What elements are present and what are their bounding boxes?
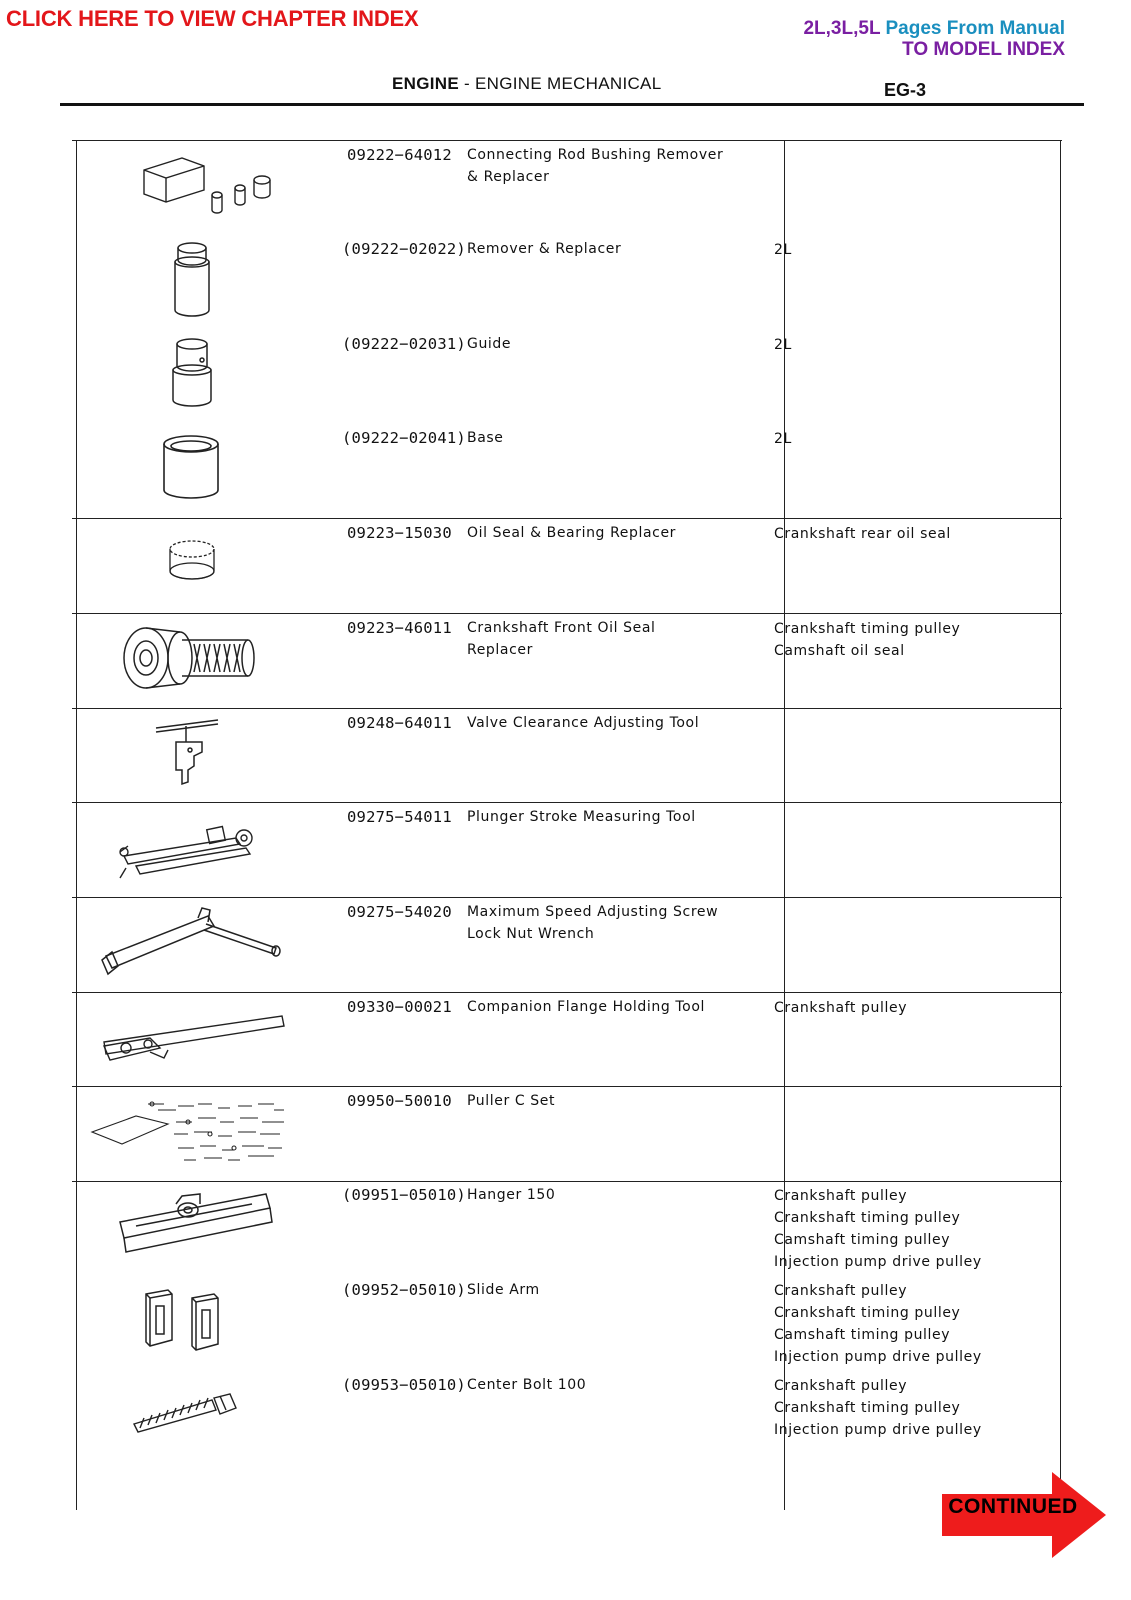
part-name	[467, 238, 621, 260]
table-row-rule	[72, 708, 1062, 709]
part-number: (09222−02022)	[342, 240, 466, 258]
part-note-line: Crankshaft pulley	[774, 1378, 908, 1394]
part-number: 09275−54020	[347, 903, 452, 921]
part-note-line: 2L	[774, 431, 792, 447]
part-note-line: Camshaft oil seal	[774, 643, 905, 659]
part-name	[467, 144, 723, 188]
part-note	[774, 523, 951, 545]
part-note-line: Crankshaft timing pulley	[774, 621, 961, 637]
part-number: 09950−50010	[347, 1092, 452, 1110]
hanger-icon	[116, 1186, 276, 1260]
table-row-rule	[72, 1086, 1062, 1087]
section-title-rest: - ENGINE MECHANICAL	[458, 74, 662, 93]
part-name-line: Remover & Replacer	[467, 241, 622, 257]
part-note	[774, 334, 792, 356]
continued-label[interactable]: CONTINUED	[948, 1495, 1078, 1518]
part-note	[774, 428, 792, 450]
part-number: 09275−54011	[347, 808, 452, 826]
front-seal-replacer-icon	[120, 616, 260, 696]
measuring-tool-icon	[116, 808, 266, 884]
model-index-link[interactable]: TO MODEL INDEX	[902, 39, 1065, 60]
part-name	[467, 996, 705, 1018]
guide-icon	[168, 336, 216, 412]
part-name-line: Companion Flange Holding Tool	[467, 999, 706, 1015]
wrench-icon	[98, 900, 288, 984]
part-name-line: Slide Arm	[467, 1282, 540, 1298]
part-name	[467, 427, 504, 449]
seal-replacer-icon	[164, 535, 220, 591]
part-note-line: Injection pump drive pulley	[774, 1254, 982, 1270]
part-name	[467, 1279, 540, 1301]
table-row-rule	[72, 992, 1062, 993]
model-codes: 2L,3L,5L	[803, 18, 881, 39]
part-note-line: Camshaft timing pulley	[774, 1327, 951, 1343]
part-number: 09330−00021	[347, 998, 452, 1016]
part-number: 09223−15030	[347, 524, 452, 542]
part-name-line: Plunger Stroke Measuring Tool	[467, 809, 696, 825]
part-number: (09953−05010)	[342, 1376, 466, 1394]
puller-set-icon	[88, 1100, 298, 1164]
part-name-line: & Replacer	[467, 169, 550, 185]
holding-tool-icon	[100, 1008, 290, 1072]
part-note-line: 2L	[774, 242, 792, 258]
table-frame-right	[1060, 140, 1061, 1520]
part-note-line: Crankshaft pulley	[774, 1283, 908, 1299]
center-bolt-icon	[130, 1390, 240, 1438]
part-name-line: Center Bolt 100	[467, 1377, 587, 1393]
part-note-line: 2L	[774, 337, 792, 353]
part-note	[774, 1185, 982, 1273]
model-links	[803, 18, 1065, 60]
part-name	[467, 901, 718, 945]
table-row-rule	[72, 1181, 1062, 1182]
table-row-rule	[72, 897, 1062, 898]
part-note-line: Crankshaft timing pulley	[774, 1210, 961, 1226]
table-row-rule	[72, 518, 1062, 519]
part-name-line: Puller C Set	[467, 1093, 556, 1109]
special-service-tools-table	[72, 140, 1062, 1510]
slide-arm-icon	[142, 1286, 232, 1356]
page-number: EG-3	[884, 80, 927, 100]
part-number: (09951−05010)	[342, 1186, 466, 1204]
part-note-line: Crankshaft timing pulley	[774, 1305, 961, 1321]
part-name-line: Replacer	[467, 642, 533, 658]
part-name-line: Connecting Rod Bushing Remover	[467, 147, 724, 163]
part-number: (09222−02031)	[342, 335, 466, 353]
part-name	[467, 522, 676, 544]
table-frame-top	[72, 140, 1062, 141]
header-rule	[60, 103, 1084, 106]
part-number: 09222−64012	[347, 146, 452, 164]
part-name-line: Maximum Speed Adjusting Screw	[467, 904, 719, 920]
part-name-line: Oil Seal & Bearing Replacer	[467, 525, 677, 541]
bushing-tool-set-icon	[142, 150, 292, 220]
part-name	[467, 617, 656, 661]
part-number: 09248−64011	[347, 714, 452, 732]
table-frame-left	[76, 140, 77, 1510]
part-note-line: Injection pump drive pulley	[774, 1422, 982, 1438]
section-title	[392, 74, 661, 94]
part-number: (09952−05010)	[342, 1281, 466, 1299]
part-note-line: Crankshaft pulley	[774, 1188, 908, 1204]
pages-from-manual: Pages From Manual	[885, 18, 1065, 39]
part-name	[467, 806, 696, 828]
part-number: 09223−46011	[347, 619, 452, 637]
base-cup-icon	[160, 434, 222, 504]
part-name	[467, 1090, 555, 1112]
part-note	[774, 239, 792, 261]
part-note-line: Injection pump drive pulley	[774, 1349, 982, 1365]
section-title-bold: ENGINE	[392, 74, 459, 93]
cylinder-remover-icon	[170, 240, 214, 320]
part-name	[467, 333, 511, 355]
part-name	[467, 1374, 586, 1396]
part-note	[774, 1280, 982, 1368]
part-note	[774, 997, 907, 1019]
table-row-rule	[72, 802, 1062, 803]
part-name	[467, 1184, 555, 1206]
part-name-line: Lock Nut Wrench	[467, 926, 595, 942]
part-note-line: Camshaft timing pulley	[774, 1232, 951, 1248]
part-note	[774, 1375, 982, 1441]
part-name-line: Guide	[467, 336, 512, 352]
table-row-rule	[72, 613, 1062, 614]
part-number: (09222−02041)	[342, 429, 466, 447]
part-name-line: Base	[467, 430, 504, 446]
part-name-line: Hanger 150	[467, 1187, 556, 1203]
part-name	[467, 712, 699, 734]
part-name-line: Crankshaft Front Oil Seal	[467, 620, 656, 636]
part-note	[774, 618, 960, 662]
part-note-line: Crankshaft pulley	[774, 1000, 908, 1016]
part-note-line: Crankshaft rear oil seal	[774, 526, 951, 542]
part-name-line: Valve Clearance Adjusting Tool	[467, 715, 700, 731]
valve-tool-icon	[152, 712, 224, 788]
chapter-index-link[interactable]: CLICK HERE TO VIEW CHAPTER INDEX	[6, 6, 419, 31]
part-note-line: Crankshaft timing pulley	[774, 1400, 961, 1416]
